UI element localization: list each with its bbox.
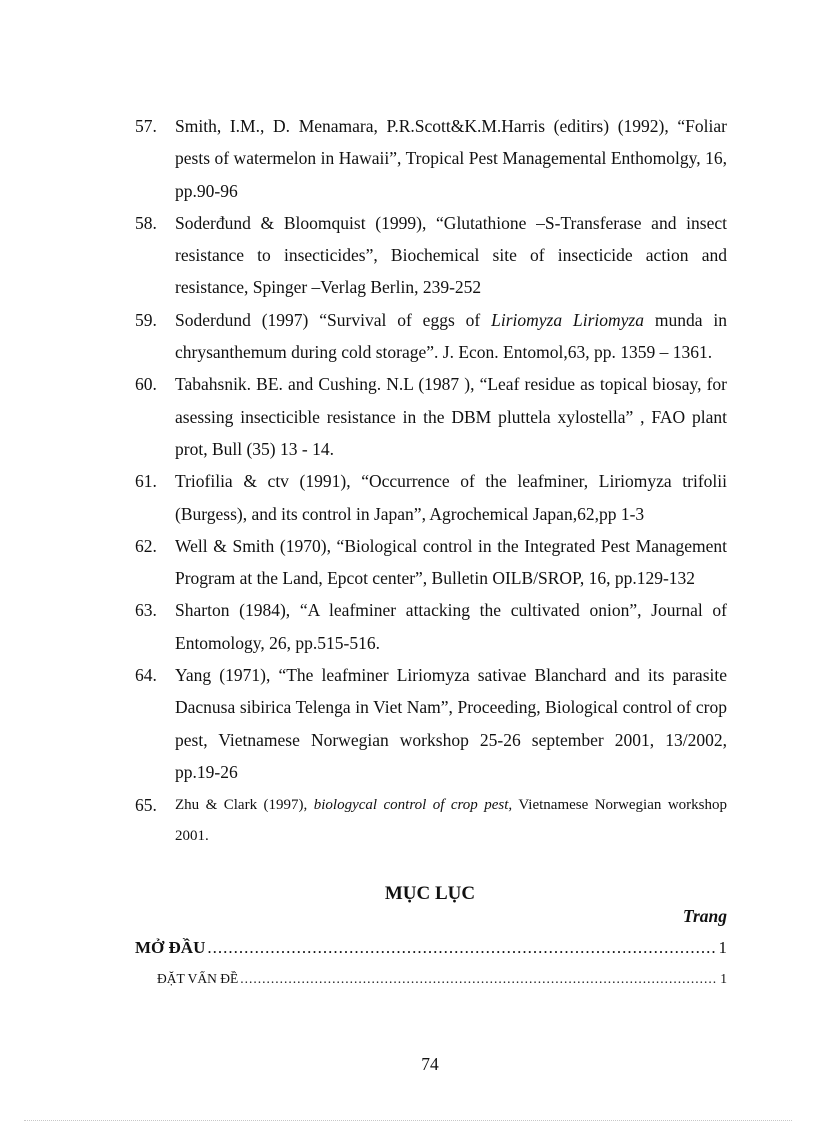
toc-entry-page: 1 — [720, 971, 727, 986]
reference-number: 65. — [135, 795, 157, 816]
toc-title: MỤC LỤC — [384, 883, 476, 904]
reference-text — [175, 310, 727, 362]
reference-number: 63. — [135, 600, 157, 621]
reference-item — [135, 530, 727, 595]
reference-number: 61. — [135, 471, 157, 492]
toc-entry-page: 1 — [718, 938, 727, 957]
reference-text-part: munda in chrysanthemum during cold storage”. J. Econ. Entomol,63, pp. 1359 – 1361. — [175, 309, 727, 363]
reference-number: 62. — [135, 535, 157, 556]
reference-item — [135, 594, 727, 659]
reference-item — [135, 659, 727, 788]
reference-text-part: Vietnamese Norwegian workshop 2001. — [175, 797, 727, 845]
reference-item — [135, 207, 727, 304]
toc-entry[interactable] — [135, 938, 727, 958]
reference-text — [175, 797, 727, 844]
toc-entry-label: MỞ ĐẦU — [135, 938, 206, 957]
reference-text: Sharton (1984), “A leafminer attacking the cultivated onion”, Journal of Entomology, 26, pp.515-516. — [175, 600, 727, 653]
reference-text-part: Soderdund (1997) “Survival of eggs of — [175, 309, 492, 330]
reference-number: 57. — [135, 116, 157, 136]
reference-text: Smith, I.M., D. Menamara, P.R.Scott&K.M.Harris (editirs) (1992), “Foliar pests of watermelon in Hawaii”, Tropical Pest Managemental Enthomolgy, 16, pp.90-96 — [175, 116, 727, 201]
reference-italic: biologycal control of crop pest, — [313, 797, 513, 814]
reference-number: 60. — [135, 374, 157, 395]
reference-text: Tabahsnik. BE. and Cushing. N.L (1987 ), “Leaf residue as topical biosay, for asessing insecticible resistance in the DBM pluttela xylostella” , FAO plant prot, Bull (35) 13 - 14. — [175, 374, 727, 459]
reference-item — [135, 790, 727, 852]
reference-item — [135, 110, 727, 207]
reference-italic: Liriomyza Liriomyza — [491, 309, 644, 330]
reference-text-part: Zhu & Clark (1997), — [175, 797, 314, 814]
page-bottom-border — [24, 1120, 792, 1121]
reference-item — [135, 465, 727, 530]
page-number: 74 — [421, 1054, 439, 1074]
reference-text: Well & Smith (1970), “Biological control in the Integrated Pest Management Program at the Land, Epcot center”, Bulletin OILB/SROP, 16, pp.129-132 — [175, 535, 727, 589]
toc-leader-dots — [240, 971, 718, 987]
toc-entry[interactable] — [157, 971, 727, 987]
reference-item — [135, 368, 727, 465]
toc-page-column-label: Trang — [682, 906, 727, 926]
toc-leader-dots — [207, 938, 716, 958]
reference-text: Yang (1971), “The leafminer Liriomyza sativae Blanchard and its parasite Dacnusa sibirica Telenga in Viet Nam”, Proceeding, Biological control of crop pest, Vietnamese Norwegian workshop 25-26 september 2001, 13/2002, pp.19-26 — [175, 665, 727, 782]
reference-number: 59. — [135, 309, 157, 330]
reference-text: Soderđund & Bloomquist (1999), “Glutathione –S-Transferase and insect resistance to insecticides”, Biochemical site of insecticide action and resistance, Spinger –Verlag Berlin, 239-252 — [175, 212, 727, 298]
reference-list — [135, 110, 727, 852]
reference-number: 58. — [135, 212, 157, 233]
reference-text: Triofilia & ctv (1991), “Occurrence of the leafminer, Liriomyza trifolii (Burgess), and its control in Japan”, Agrochemical Japan,62,pp 1-3 — [175, 471, 727, 524]
reference-item — [135, 304, 727, 369]
toc-entry-label: ĐẶT VẤN ĐỀ — [157, 971, 239, 986]
reference-number: 64. — [135, 665, 157, 686]
